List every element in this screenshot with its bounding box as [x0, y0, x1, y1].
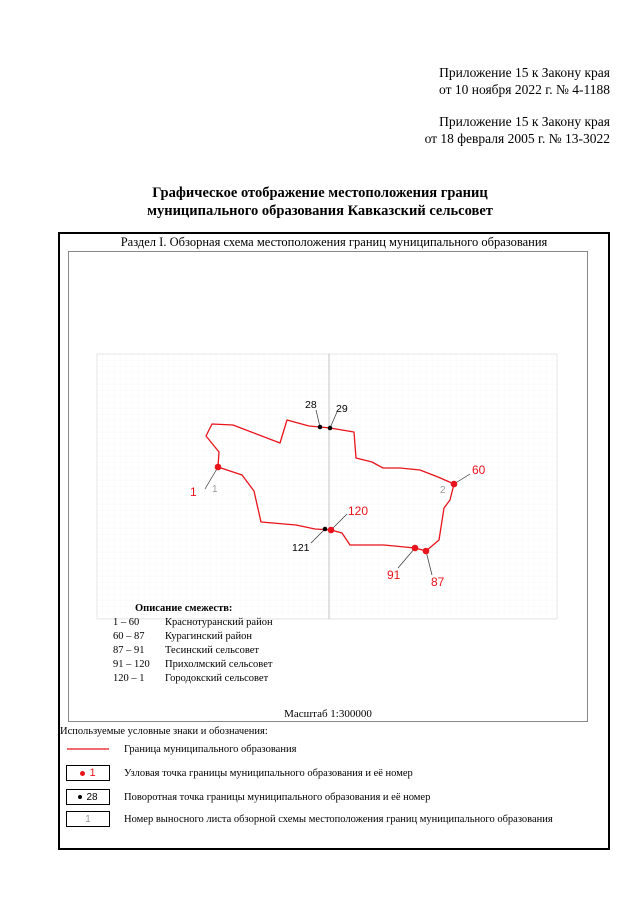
legend-item-turn-point — [66, 788, 430, 806]
node-point-120 — [328, 527, 335, 534]
red-dot-icon — [80, 771, 85, 776]
boundary-line-icon — [66, 741, 110, 757]
adjacency-range: 60 – 87 — [113, 631, 145, 642]
turn-label-121: 121 — [292, 542, 310, 554]
adjacency-row — [113, 630, 273, 644]
section-title: Раздел I. Обзорная схема местоположения границ муниципального образования — [120, 235, 548, 249]
legend-item-sheet-number — [66, 810, 553, 828]
adjacency-row — [113, 658, 273, 672]
adjacency-name: Тесинский сельсовет — [165, 645, 259, 656]
legend-sample-node-point — [66, 765, 110, 781]
legend-item-node-point — [66, 764, 413, 782]
legend-text: Узловая точка границы муниципального образования и её номер — [124, 767, 413, 779]
annex-current-line1: Приложение 15 к Закону края — [439, 65, 610, 80]
legend-sample-turn-point — [66, 789, 110, 805]
annex-original-line2: от 18 февраля 2005 г. № 13-3022 — [424, 131, 610, 146]
legend-sample-label: 1 — [89, 767, 96, 779]
legend-text: Номер выносного листа обзорной схемы местоположения границ муниципального образования — [124, 813, 553, 825]
document-title-line1: Графическое отображение местоположения границ — [152, 185, 488, 201]
node-label-87: 87 — [431, 575, 445, 589]
turn-point-29 — [328, 426, 333, 431]
node-label-120: 120 — [348, 504, 369, 518]
adjacency-name: Городокский сельсовет — [165, 673, 269, 684]
map-scale: Масштаб 1:300000 — [284, 708, 372, 720]
adjacency-name: Курагинский район — [165, 631, 252, 642]
adjacency-row — [113, 644, 273, 658]
sheet-number-1: 1 — [212, 484, 218, 495]
node-label-91: 91 — [387, 568, 401, 582]
adjacency-description — [113, 602, 273, 686]
turn-point-28 — [318, 425, 323, 430]
annex-original-line1: Приложение 15 к Закону края — [439, 114, 610, 129]
adjacency-range: 1 – 60 — [113, 617, 140, 628]
legend-item-boundary — [66, 740, 296, 758]
adjacency-range: 87 – 91 — [113, 645, 145, 656]
adjacency-range: 91 – 120 — [113, 659, 150, 670]
node-point-60 — [451, 481, 458, 488]
adjacency-row — [113, 616, 273, 630]
legend-text: Граница муниципального образования — [124, 743, 297, 755]
document-title-line2: муниципального образования Кавказский сельсовет — [147, 203, 493, 219]
legend-sample-boundary — [66, 741, 110, 757]
legend-heading: Используемые условные знаки и обозначения: — [60, 726, 268, 737]
turn-label-29: 29 — [336, 403, 348, 415]
legend-sample-sheet-number — [66, 811, 110, 827]
legend-text: Поворотная точка границы муниципального образования и её номер — [124, 791, 431, 803]
map-extent — [97, 354, 557, 619]
adjacency-name: Прихолмский сельсовет — [165, 659, 273, 670]
node-label-1: 1 — [190, 485, 197, 499]
adjacency-heading: Описание смежеств: — [135, 603, 233, 614]
node-point-91 — [412, 545, 419, 552]
sheet-number-2: 2 — [440, 485, 446, 496]
node-label-60: 60 — [472, 463, 486, 477]
node-point-1 — [215, 464, 222, 471]
turn-label-28: 28 — [305, 399, 317, 411]
legend-sample-label: 1 — [85, 813, 91, 825]
legend-sample-label: 28 — [86, 791, 98, 803]
black-dot-icon — [78, 795, 82, 799]
annex-current-line2: от 10 ноября 2022 г. № 4-1188 — [439, 82, 610, 97]
adjacency-range: 120 – 1 — [113, 673, 145, 684]
turn-point-121 — [323, 527, 328, 532]
node-point-87 — [423, 548, 430, 555]
adjacency-name: Краснотуранский район — [165, 617, 273, 628]
adjacency-row — [113, 672, 273, 686]
